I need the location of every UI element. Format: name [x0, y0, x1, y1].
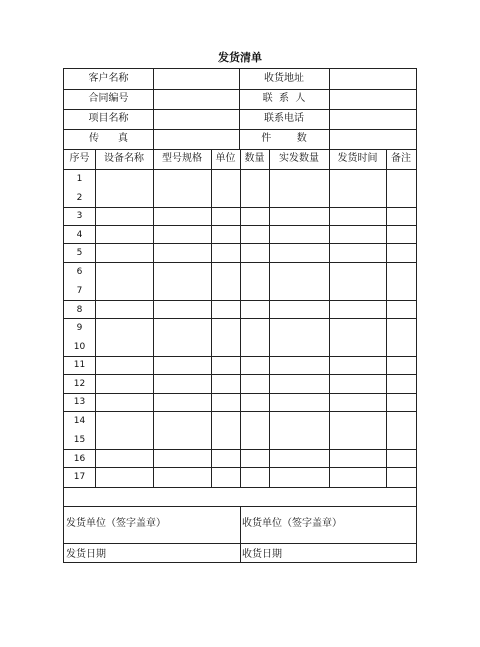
- row-number: 14: [73, 416, 86, 426]
- header-unit: 单位: [215, 153, 236, 164]
- table-row-divider: [64, 393, 416, 394]
- sender-unit-label: 发货单位（签字盖章）: [66, 518, 166, 529]
- fax-label: 传 真: [88, 133, 129, 144]
- row-number: 6: [76, 267, 83, 277]
- receiver-unit-label: 收货单位（签字盖章）: [242, 518, 342, 529]
- contact-phone-label: 联系电话: [264, 113, 304, 124]
- piece-count-label: 件 数: [261, 133, 307, 144]
- table-row-divider: [64, 225, 416, 226]
- footer-bottom-line: [64, 562, 416, 563]
- delivery-list-form: [63, 68, 417, 563]
- row-number: 11: [73, 360, 86, 370]
- row-number: 13: [73, 397, 86, 407]
- row-number: 1: [76, 174, 83, 184]
- row-number: 17: [73, 472, 86, 482]
- row-number: 4: [76, 230, 83, 240]
- header-quantity: 数量: [244, 153, 265, 164]
- header-equipment-name: 设备名称: [104, 153, 144, 164]
- table-row-divider: [64, 356, 416, 357]
- row-number: 5: [76, 248, 83, 258]
- table-bottom-line: [64, 487, 416, 488]
- row-number: 16: [73, 454, 86, 464]
- contract-number-label: 合同编号: [88, 93, 129, 104]
- table-row-divider: [64, 300, 416, 301]
- table-row-divider: [64, 449, 416, 450]
- delivery-address-label: 收货地址: [264, 73, 304, 84]
- table-row-divider: [64, 262, 416, 263]
- info-column-divider: [153, 69, 154, 149]
- contact-person-label: 联 系 人: [262, 93, 306, 104]
- row-number: 15: [73, 435, 86, 445]
- header-seq: 序号: [69, 153, 90, 164]
- header-actual-quantity: 实发数量: [279, 153, 319, 164]
- table-row-divider: [64, 207, 416, 208]
- info-divider: [64, 109, 416, 110]
- row-number: 9: [76, 323, 83, 333]
- info-divider: [64, 129, 416, 130]
- header-remarks: 备注: [391, 153, 411, 164]
- send-date-label: 发货日期: [66, 549, 106, 560]
- header-model-spec: 型号规格: [162, 153, 202, 164]
- row-number: 8: [76, 305, 83, 315]
- table-row-divider: [64, 411, 416, 412]
- table-row-divider: [64, 318, 416, 319]
- row-number: 3: [76, 211, 83, 221]
- project-name-label: 项目名称: [88, 113, 129, 124]
- footer-column-divider: [240, 506, 241, 562]
- table-row-divider: [64, 374, 416, 375]
- row-number: 12: [73, 379, 86, 389]
- row-number: 7: [76, 286, 83, 296]
- info-column-divider: [329, 69, 330, 149]
- row-number: 10: [73, 342, 86, 352]
- row-number: 2: [76, 193, 83, 203]
- header-delivery-time: 发货时间: [337, 153, 378, 164]
- info-divider: [64, 89, 416, 90]
- table-row-divider: [64, 243, 416, 244]
- table-row-divider: [64, 467, 416, 468]
- receive-date-label: 收货日期: [242, 549, 282, 560]
- page-title: 发货清单: [218, 51, 262, 64]
- customer-name-label: 客户名称: [88, 73, 129, 84]
